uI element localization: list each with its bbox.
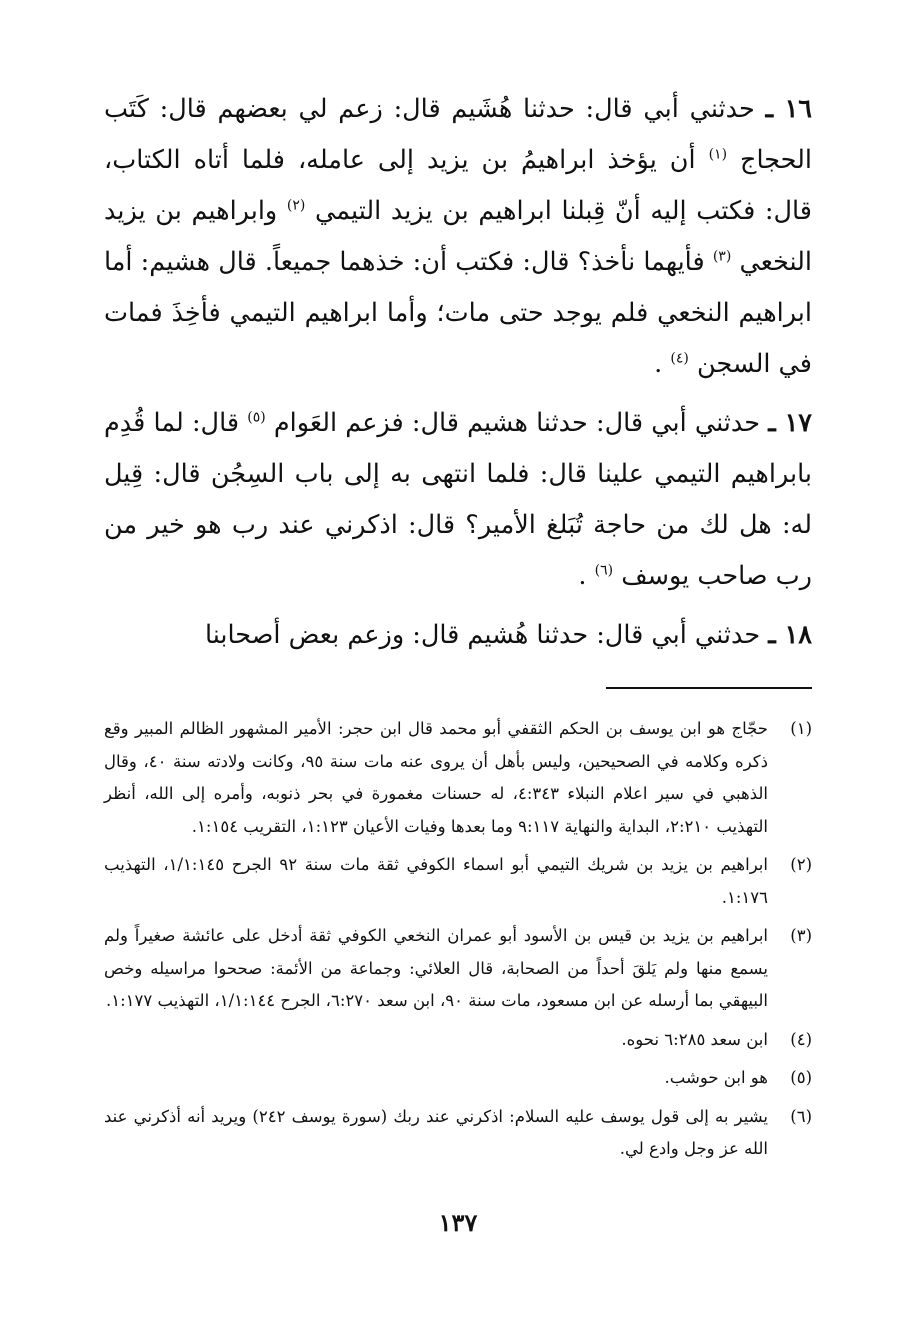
page-number: ١٣٧	[438, 1208, 478, 1237]
paragraph-17	[104, 398, 812, 602]
paragraph-number: ١٨ ـ	[768, 620, 812, 650]
footnote-text: ابراهيم بن يزيد بن قيس بن الأسود أبو عمران النخعي الكوفي ثقة أدخل على عائشة صغيراً ولم يسمع منها ولم يَلقَ أحداً من الصحابة، قال العلائي: وجماعة من الأئمة: صححوا مراسيله وخص البيهقي بما أرسله عن ابن مسعود، مات سنة ٩٠، ابن سعد ٦:٢٧٠، الجرح ١/١:١٤٤، التهذيب ١:١٧٧.	[104, 926, 768, 1010]
footnote-ref[interactable]: (٦)	[594, 562, 614, 579]
paragraph-number: ١٧ ـ	[768, 408, 813, 438]
paragraph-text: فأيهما نأخذ؟ قال: فكتب أن: خذهما جميعاً. قال هشيم: أما ابراهيم النخعي فلم يوجد حتى مات؛ وأما ابراهيم التيمي فأخِذَ فمات في السجن	[104, 247, 812, 379]
paragraph-18	[104, 610, 812, 661]
footnote-text: ابراهيم بن يزيد بن شريك التيمي أبو اسماء الكوفي ثقة مات سنة ٩٢ الجرح ١/١:١٤٥، التهذيب ١:١٧٦.	[104, 855, 768, 907]
paragraph-text: وابراهيم بن يزيد النخعي	[104, 196, 813, 277]
footnote-ref[interactable]: (٤)	[670, 350, 689, 367]
footnote-ref[interactable]: (٢)	[286, 197, 306, 214]
main-text	[104, 84, 812, 661]
footnote-label: (٦)	[790, 1106, 812, 1126]
paragraph-text: حدثني أبي قال: حدثنا هشيم قال: فزعم العَوام	[273, 408, 761, 438]
page-content	[104, 84, 812, 1172]
paragraph-number: ١٦ ـ	[765, 94, 812, 124]
footnote	[104, 1101, 812, 1166]
footnotes	[104, 713, 812, 1166]
footnote-label: (٢)	[790, 855, 812, 874]
footnote	[104, 1024, 812, 1057]
footnote-label: (٣)	[790, 926, 812, 945]
footnote-text: هو ابن حوشب.	[664, 1068, 768, 1087]
footnote-ref[interactable]: (١)	[708, 146, 728, 163]
footnote-label: (٤)	[790, 1029, 812, 1049]
footnote-label: (١)	[790, 719, 812, 738]
paragraph-text: .	[578, 561, 587, 591]
footnote	[104, 849, 812, 914]
footnote-label: (٥)	[790, 1068, 812, 1087]
footnote	[104, 713, 812, 843]
footnote-divider	[606, 687, 812, 689]
footnote-text: حجّاج هو ابن يوسف بن الحكم الثقفي أبو محمد قال ابن حجر: الأمير المشهور الظالم المبير وقع ذكره وكلامه في الصحيحين، وليس بأهل أن يروى عنه مات سنة ٩٥، وكانت ولادته سنة ٤٠، وقال الذهبي في سير اعلام النبلاء ٤:٣٤٣، له حسنات مغمورة في بحر ذنوبه، وأمره إلى الله، أنظر التهذيب ٢:٢١٠، البداية والنهاية ٩:١١٧ وما بعدها وفيات الأعيان ١:١٢٣، التقريب ١:١٥٤.	[104, 719, 769, 836]
paragraph-text: حدثني أبي قال: حدثنا هُشيم قال: وزعم بعض أصحابنا	[204, 620, 761, 650]
footnote-ref[interactable]: (٣)	[712, 248, 732, 265]
paragraph-text: أن يؤخذ ابراهيمُ بن يزيد إلى عامله، فلما أتاه الكتاب، قال: فكتب إليه أنّ قِبلنا ابراهيم بن يزيد التيمي	[104, 145, 812, 226]
footnote	[104, 920, 812, 1018]
paragraph-16	[104, 84, 812, 390]
paragraph-text: قال: لما قُدِم بابراهيم التيمي علينا قال: فلما انتهى به إلى باب السِجُن قال: قِيل له: هل لك من حاجة تُبَلغ الأمير؟ قال: اذكرني عند رب هو خير من رب صاحب يوسف	[104, 408, 812, 591]
footnote-text: يشير به إلى قول يوسف عليه السلام: اذكرني عند ربك (سورة يوسف ٢٤٢) ويريد أنه أذكرني عند الله عز وجل وادع لي.	[104, 1106, 769, 1158]
footnote-text: ابن سعد ٦:٢٨٥ نحوه.	[621, 1029, 768, 1049]
footnote-ref[interactable]: (٥)	[247, 409, 266, 426]
paragraph-text: حدثني أبي قال: حدثنا هُشَيم قال: زعم لي بعضهم قال: كَتَب الحجاج	[104, 94, 812, 175]
paragraph-text: .	[654, 349, 663, 379]
footnote	[104, 1062, 812, 1095]
